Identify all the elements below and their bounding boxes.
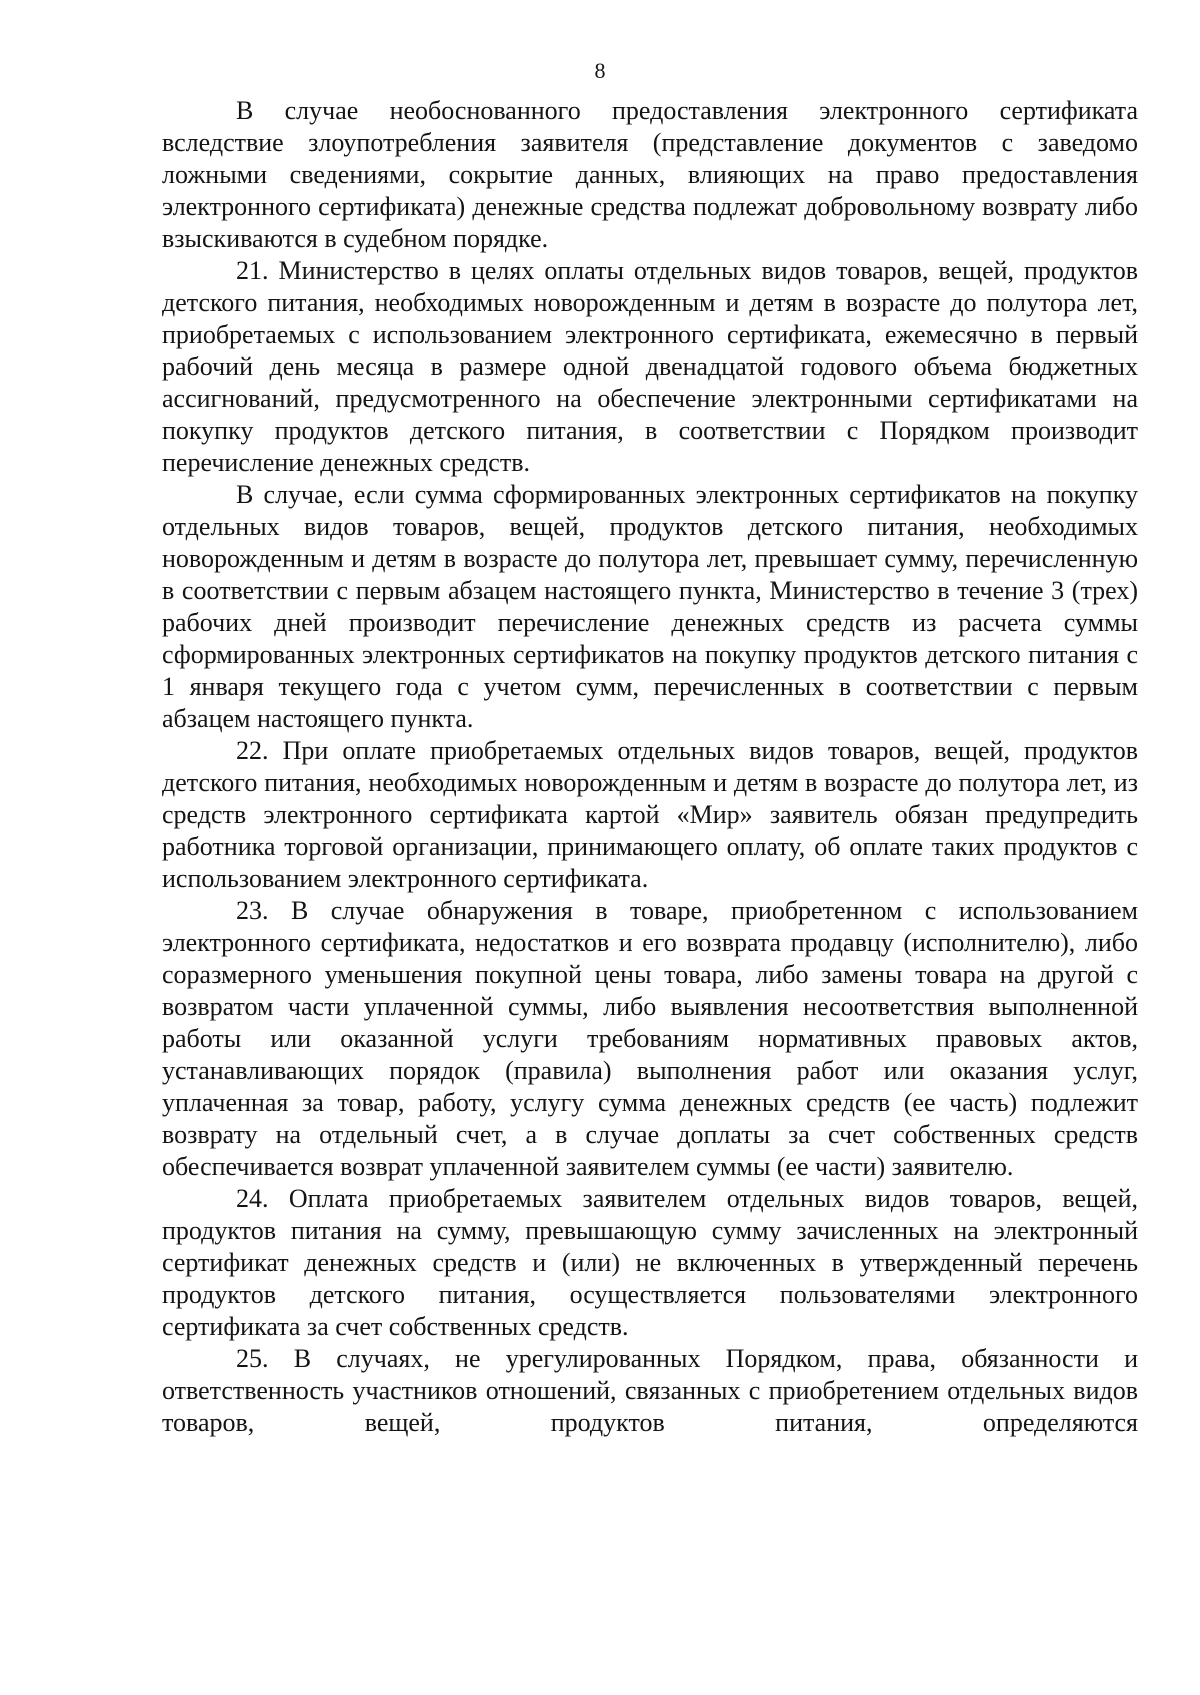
paragraph-23: 23. В случае обнаружения в товаре, приобретенном с использованием электронного сертификата, недостатков и его возврата продавцу (исполнителю), либо соразмерного уменьшения покупной цены товара, либо замены товара на другой с возвратом части уплаченной суммы, либо выявления несоответствия выполненной работы или оказанной услуги требованиям нормативных правовых актов, устанавливающих порядок (правила) выполнения работ или оказания услуг, уплаченная за товар, работу, услугу сумма денежных средств (ее часть) подлежит возврату на отдельный счет, а в случае доплаты за счет собственных средств обеспечивается возврат уплаченной заявителем суммы (ее части) заявителю. xyxy=(162,896,1138,1181)
paragraph-21-excess: В случае, если сумма сформированных электронных сертификатов на покупку отдельных видов товаров, вещей, продуктов детского питания, необходимых новорожденным и детям в возрасте до полутора лет, превышает сумму, перечисленную в соответствии с первым абзацем настоящего пункта, Министерство в течение 3 (трех) рабочих дней производит перечисление денежных средств из расчета суммы сформированных электронных сертификатов на покупку продуктов детского питания с 1 января текущего года с учетом сумм, перечисленных в соответствии с первым абзацем настоящего пункта. xyxy=(162,480,1138,733)
paragraph-25: 25. В случаях, не урегулированных Порядком, права, обязанности и ответственность участников отношений, связанных с приобретением отдельных видов товаров, вещей, продуктов питания, определяются xyxy=(162,1344,1138,1437)
document-body xyxy=(162,95,1138,1439)
paragraph-21: 21. Министерство в целях оплаты отдельных видов товаров, вещей, продуктов детского питания, необходимых новорожденным и детям в возрасте до полутора лет, приобретаемых с использованием электронного сертификата, ежемесячно в первый рабочий день месяца в размере одной двенадцатой годового объема бюджетных ассигнований, предусмотренного на обеспечение электронными сертификатами на покупку продуктов детского питания, в соответствии с Порядком производит перечисление денежных средств. xyxy=(162,256,1138,477)
page-number: 8 xyxy=(594,58,606,83)
paragraph-refund: В случае необоснованного предоставления электронного сертификата вследствие злоупотребления заявителя (представление документов с заведомо ложными сведениями, сокрытие данных, влияющих на право предоставления электронного сертификата) денежные средства подлежат добровольному возврату либо взыскиваются в судебном порядке. xyxy=(162,96,1138,253)
paragraph-22: 22. При оплате приобретаемых отдельных видов товаров, вещей, продуктов детского питания, необходимых новорожденным и детям в возрасте до полутора лет, из средств электронного сертификата картой «Мир» заявитель обязан предупредить работника торговой организации, принимающего оплату, об оплате таких продуктов с использованием электронного сертификата. xyxy=(162,736,1138,893)
paragraph-24: 24. Оплата приобретаемых заявителем отдельных видов товаров, вещей, продуктов питания на сумму, превышающую сумму зачисленных на электронный сертификат денежных средств и (или) не включенных в утвержденный перечень продуктов детского питания, осуществляется пользователями электронного сертификата за счет собственных средств. xyxy=(162,1184,1138,1341)
